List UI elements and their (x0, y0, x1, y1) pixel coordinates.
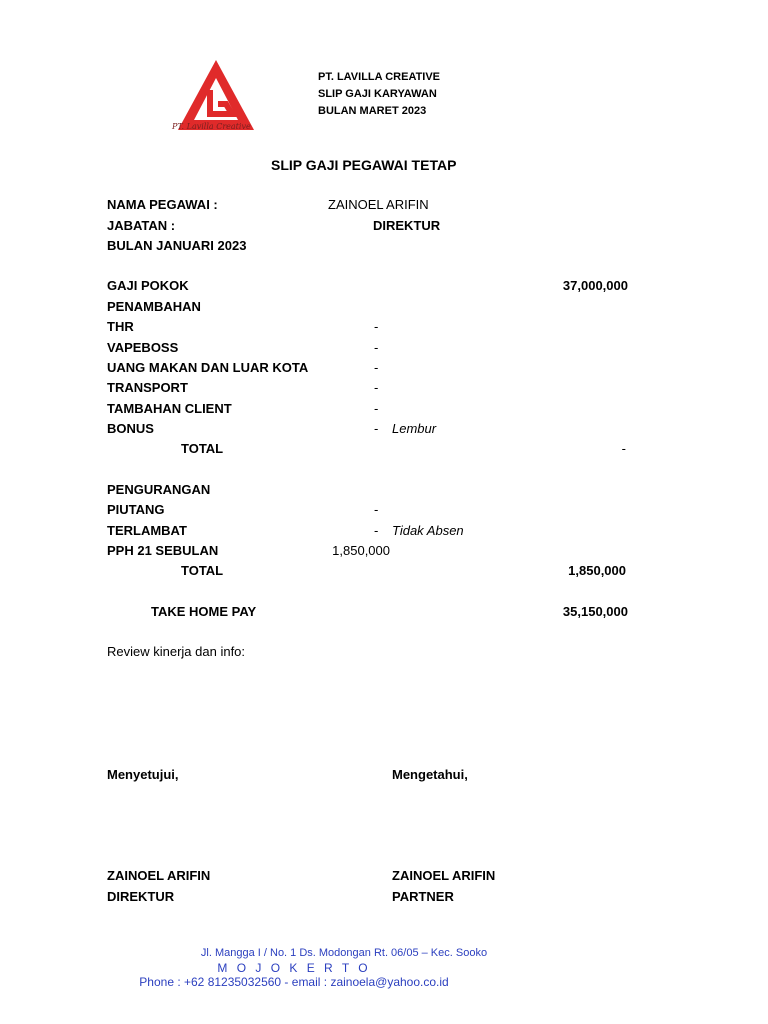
footer-contact: Phone : +62 81235032560 - email : zainoela@yahoo.co.id (139, 975, 449, 989)
addition-value: - (374, 421, 379, 436)
additions-total-label: TOTAL (181, 441, 224, 456)
base-salary-label: GAJI POKOK (107, 278, 189, 293)
addition-value: - (374, 360, 379, 375)
additions-total-value: - (621, 441, 626, 456)
addition-value: - (374, 401, 379, 416)
employee-name-value: ZAINOEL ARIFIN (328, 197, 429, 212)
deduction-value: - (374, 502, 379, 517)
employee-position-label: JABATAN : (107, 218, 176, 233)
deduction-value: 1,850,000 (332, 543, 390, 558)
deduction-value: - (374, 523, 379, 538)
take-home-value: 35,150,000 (562, 604, 628, 619)
addition-label: THR (107, 319, 134, 334)
sign-left-role: DIREKTUR (107, 889, 175, 904)
sign-left-name: ZAINOEL ARIFIN (107, 868, 211, 883)
deduction-label: TERLAMBAT (107, 523, 187, 538)
addition-label: UANG MAKAN DAN LUAR KOTA (107, 360, 309, 375)
base-salary-value: 37,000,000 (562, 278, 628, 293)
deductions-total-label: TOTAL (181, 563, 224, 578)
addition-label: BONUS (107, 421, 154, 436)
sign-left-label: Menyetujui, (107, 767, 179, 782)
take-home-label: TAKE HOME PAY (151, 604, 257, 619)
deduction-label: PPH 21 SEBULAN (107, 543, 219, 558)
deduction-note: Tidak Absen (392, 523, 464, 538)
deductions-heading: PENGURANGAN (107, 482, 211, 497)
addition-value: - (374, 380, 379, 395)
employee-month: BULAN JANUARI 2023 (107, 238, 247, 253)
deductions-total-value: 1,850,000 (568, 563, 626, 578)
logo-caption: PT. Lavilla Creative (172, 122, 251, 131)
addition-label: VAPEBOSS (107, 340, 179, 355)
addition-value: - (374, 340, 379, 355)
deduction-label: PIUTANG (107, 502, 165, 517)
sign-right-label: Mengetahui, (392, 767, 468, 782)
addition-label: TAMBAHAN CLIENT (107, 401, 232, 416)
addition-value: - (374, 319, 379, 334)
document-type: SLIP GAJI KARYAWAN (318, 88, 437, 100)
employee-name-label: NAMA PEGAWAI : (107, 197, 218, 212)
sign-right-role: PARTNER (392, 889, 454, 904)
addition-label: TRANSPORT (107, 380, 188, 395)
footer-address: Jl. Mangga I / No. 1 Ds. Modongan Rt. 06/05 – Kec. Sooko (200, 947, 488, 959)
addition-note: Lembur (392, 421, 437, 436)
sign-right-name: ZAINOEL ARIFIN (392, 868, 496, 883)
employee-position-value: DIREKTUR (373, 218, 441, 233)
additions-heading: PENAMBAHAN (107, 299, 201, 314)
review-label: Review kinerja dan info: (107, 644, 246, 659)
slip-title: SLIP GAJI PEGAWAI TETAP (271, 157, 457, 173)
document-period: BULAN MARET 2023 (318, 105, 427, 117)
company-name: PT. LAVILLA CREATIVE (318, 71, 441, 83)
footer-city: M O J O K E R T O (217, 961, 371, 975)
